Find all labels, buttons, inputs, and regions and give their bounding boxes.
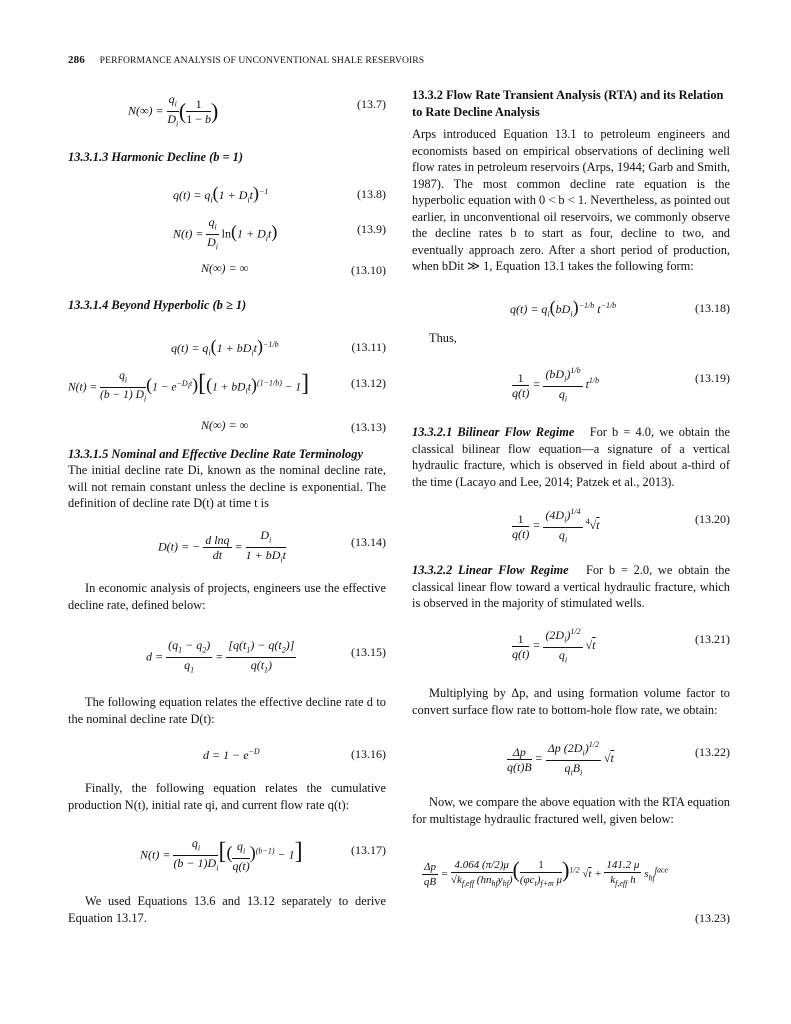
equation-13-10: N(∞) = ∞ (13.10) xyxy=(201,261,386,277)
paragraph: Arps introduced Equation 13.1 to petroleum engineers and economists based on empirical observations of declining well flow rates in petroleum reservoirs (Arps, 1944; Garb and Smith, 1987). The most common decline rate equation is the hyperbolic equation with 0 < b < 1. Nevertheless, as pointed out earlier, in unconventional oil reservoirs, we commonly observe the decline rates b to start as four, decline to two, and eventually approach zero. After a short period of production, when bDit ≫ 1, Equation 13.1 takes the following form: xyxy=(412,127,730,273)
running-title: PERFORMANCE ANALYSIS OF UNCONVENTIONAL SHALE RESERVOIRS xyxy=(99,55,425,66)
equation-13-7: N(∞) = $\frac{q_i}{D_i}$ ( $\frac{1}{1 - b}$ ) (13.7) xyxy=(128,92,386,129)
paragraph: The initial decline rate Di, known as the nominal decline rate, will not remain constant unless the decline is exponential. The definition of decline rate D(t) at time t is xyxy=(68,463,386,510)
paragraph: In economic analysis of projects, engineers use the effective decline rate, defined below: xyxy=(68,581,386,612)
section-heading-13-3-1-4: 13.3.1.4 Beyond Hyperbolic (b ≥ 1) xyxy=(68,298,247,312)
paragraph-13-3-2-1: 13.3.2.1 Bilinear Flow Regime For b = 4.0, we obtain the classical bilinear flow equation—a signature of a vertical hydraulic fracture, which is observed in field about a-third of the time (Lacayo and Lee, 2014; Patzek et al., 2013). xyxy=(412,425,730,489)
equation-13-23: $\frac{\Delta p}{qB}$ = $\frac{4.064 (\pi/2)\mu}{√k_{f,eff} (hn_{hf}y_{hf})}$ ( $\frac{1}{(\varphi c_t)_{f+m} \mu}$ )$^{1/2}$ √t + $\frac{141.2 \mu}{k_{f,eff} h}$ $s_{hf}^{face}$ (13.23) xyxy=(423,857,730,925)
equation-13-9: N(t) = $\frac{q_i}{D_i}$ $\ln(1 + D_it)$ (13.9) xyxy=(173,215,386,252)
paragraph: Multiplying by Δp, and using formation volume factor to convert surface flow rate to bottom-hole flow rate, we obtain: xyxy=(412,686,730,717)
paragraph-13-3-2-2: 13.3.2.2 Linear Flow Regime For b = 2.0, we obtain the classical linear flow toward a vertical hydraulic fracture, which is observed in the majority of stimulated wells. xyxy=(412,563,730,610)
equation-13-17: N(t) = $\frac{q_i}{(b - 1)D_i}$ [( $\frac{q_i}{q(t)}$ )$^{(b-1)}$ − 1] (13.17) xyxy=(140,836,386,874)
section-heading-13-3-1-3: 13.3.1.3 Harmonic Decline (b = 1) xyxy=(68,150,244,164)
thus-text: Thus, xyxy=(429,331,457,345)
equation-13-15: d = $\frac{(q_1 - q_2)}{q_1}$ = $\frac{[q(t_1) - q(t_2)]}{q(t_1)}$ (13.15) xyxy=(146,638,386,675)
paragraph: Finally, the following equation relates the cumulative production N(t), initial rate qi, and current flow rate q(t): xyxy=(68,781,386,812)
equation-13-19: $\frac{1}{q(t)}$ = $\frac{(bD_i)^{1/b}}{q_i}$ $t^{1/b}$ (13.19) xyxy=(512,366,730,404)
section-heading-13-3-2-1: 13.3.2.1 Bilinear Flow Regime xyxy=(412,425,575,439)
equation-13-14: D(t) = − $\frac{\text{d lnq}}{dt}$ = $\frac{D_i}{1 + bD_it}$ (13.14) xyxy=(158,528,386,565)
equation-13-18: $q(t) = q_i(bD_i)^{-1/b}$ $t^{-1/b}$ (13.18) xyxy=(510,297,730,319)
equation-13-8: $q(t) = q_i(1 + D_it)^{-1}$ (13.8) xyxy=(173,183,386,205)
paragraph: Now, we compare the above equation with the RTA equation for multistage hydraulic fractured well, given below: xyxy=(412,795,730,826)
section-heading-13-3-2-2: 13.3.2.2 Linear Flow Regime xyxy=(412,563,569,577)
paragraph: We used Equations 13.6 and 13.12 separately to derive Equation 13.17. xyxy=(68,894,386,925)
equation-13-20: $\frac{1}{q(t)}$ = $\frac{(4D_i)^{1/4}}{q_i}$ $^4$√t (13.20) xyxy=(512,507,730,545)
running-header xyxy=(68,54,424,66)
equation-13-22: $\frac{\Delta p}{q(t)B}$ = $\frac{\Delta p (2D_i)^{1/2}}{q_iB_i}$ √t (13.22) xyxy=(507,740,730,778)
section-heading-13-3-2: 13.3.2 Flow Rate Transient Analysis (RTA) and its Relation to Rate Decline Analysis xyxy=(412,88,724,119)
equation-13-21: $\frac{1}{q(t)}$ = $\frac{(2D_i)^{1/2}}{q_i}$ √t (13.21) xyxy=(512,627,730,665)
paragraph: The following equation relates the effective decline rate d to the nominal decline rate D(t): xyxy=(68,695,386,726)
equation-13-13: N(∞) = ∞ (13.13) xyxy=(201,418,386,434)
section-heading-13-3-1-5: 13.3.1.5 Nominal and Effective Decline Rate Terminology xyxy=(68,447,363,461)
equation-13-12: N(t) = $\frac{q_i}{(b - 1) D_i}$ $(1 - e^{-D_it})[(1 + bD_it)^{(1-1/b)} - 1]$ (13.12) xyxy=(68,370,386,404)
page-number: 286 xyxy=(68,54,85,66)
equation-number: (13.7) xyxy=(357,97,386,111)
equation-13-16: $d = 1 - e^{-D}$ (13.16) xyxy=(203,747,386,762)
equation-13-11: $q(t) = q_i(1 + bD_it)^{-1/b}$ (13.11) xyxy=(171,336,386,358)
